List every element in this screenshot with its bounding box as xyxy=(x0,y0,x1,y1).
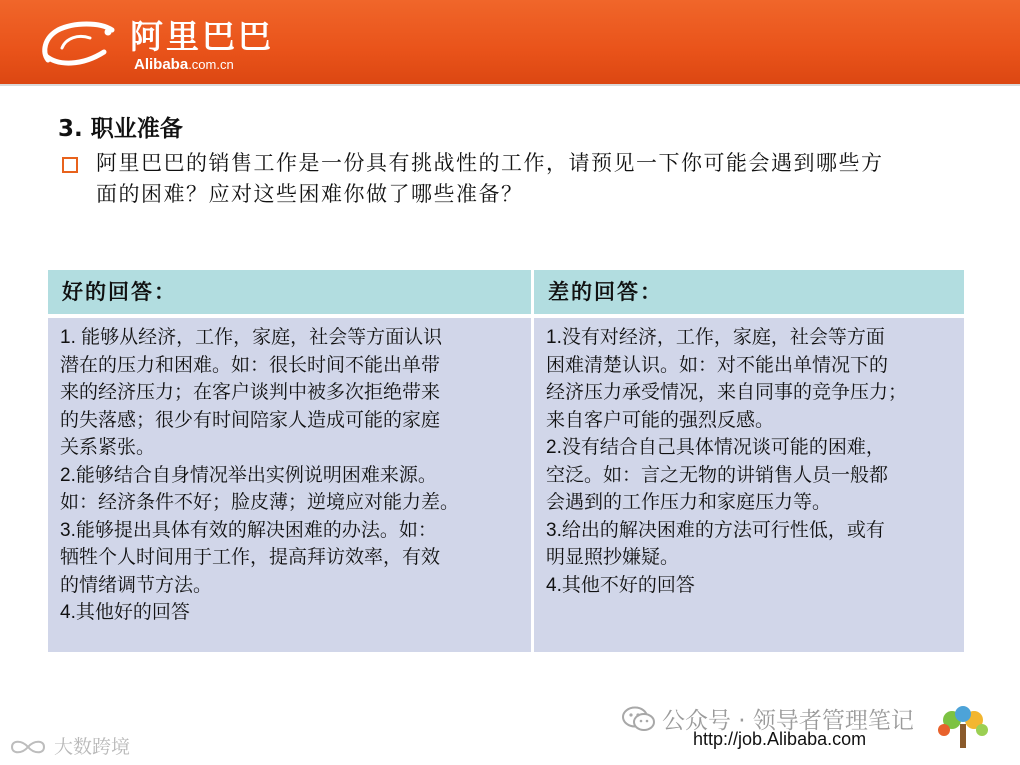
bad-answer-lines xyxy=(534,318,964,599)
alibaba-smile-icon xyxy=(38,16,122,72)
bad-answer-line: 经济压力承受情况，来自同事的竞争压力； xyxy=(546,382,908,403)
square-bullet-icon xyxy=(62,157,78,173)
tree-logo-icon xyxy=(932,706,994,762)
wechat-account-text: 公众号 · 领导者管理笔记 xyxy=(662,708,914,734)
bad-answer-line: 4.其他不好的回答 xyxy=(546,574,695,596)
bad-answer-line: 3.给出的解决困难的方法可行性低，或有 xyxy=(546,519,885,541)
logo-english-text xyxy=(134,56,234,74)
good-answer-line: 的情绪调节方法。 xyxy=(60,574,213,596)
good-answer-line: 潜在的压力和困难。如：很长时间不能出单带 xyxy=(60,354,441,376)
good-answer-line: 关系紧张。 xyxy=(60,437,156,458)
section-title: 3. 职业准备 xyxy=(58,116,183,142)
header-divider xyxy=(0,84,1020,86)
header-bar xyxy=(0,0,1020,84)
infinity-logo-icon xyxy=(8,738,48,756)
question-text xyxy=(96,148,996,210)
bad-answer-line: 空泛。如：言之无物的讲销售人员一般都 xyxy=(546,464,889,486)
answer-table xyxy=(48,270,964,652)
logo-english-main: Alibaba xyxy=(134,56,189,73)
bad-answer-header xyxy=(534,270,964,314)
bad-answer-line: 1.没有对经济，工作，家庭，社会等方面 xyxy=(546,327,885,348)
question-line-1: 阿里巴巴的销售工作是一份具有挑战性的工作，请预见一下你可能会遇到哪些方 xyxy=(96,151,884,175)
good-answer-line: 如：经济条件不好；脸皮薄；逆境应对能力差。 xyxy=(60,492,460,513)
good-answer-line: 2.能够结合自身情况举出实例说明困难来源。 xyxy=(60,464,437,486)
bottom-left-watermark xyxy=(8,736,130,758)
logo-english-suffix: .com.cn xyxy=(188,57,234,72)
good-answer-line: 来的经济压力；在客户谈判中被多次拒绝带来 xyxy=(60,382,441,403)
watermark-text: 大数跨境 xyxy=(54,736,131,758)
bad-answer-line: 困难清楚认识。如：对不能出单情况下的 xyxy=(546,354,889,376)
good-answer-line: 4.其他好的回答 xyxy=(60,602,190,623)
alibaba-logo xyxy=(38,14,298,74)
good-answer-line: 的失落感；很少有时间陪家人造成可能的家庭 xyxy=(60,409,441,431)
bad-answer-header-text: 差的回答： xyxy=(548,279,663,304)
good-answer-lines xyxy=(48,318,531,627)
good-answer-line: 牺牲个人时间用于工作，提高拜访效率，有效 xyxy=(60,547,441,568)
bad-answer-line: 来自客户可能的强烈反感。 xyxy=(546,409,775,431)
question-line-2: 面的困难？应对这些困难你做了哪些准备？ xyxy=(96,182,524,206)
good-answer-header xyxy=(48,270,531,314)
good-answer-line: 1. 能够从经济，工作，家庭，社会等方面认识 xyxy=(60,327,443,348)
footer-url[interactable]: http://job.Alibaba.com xyxy=(693,729,867,749)
bad-answer-line: 2.没有结合自己具体情况谈可能的困难， xyxy=(546,437,885,458)
good-answer-header-text: 好的回答： xyxy=(62,279,177,304)
wechat-icon xyxy=(622,706,656,732)
logo-chinese-text: 阿里巴巴 xyxy=(130,17,274,56)
bad-answer-line: 会遇到的工作压力和家庭压力等。 xyxy=(546,492,832,513)
good-answer-line: 3.能够提出具体有效的解决困难的办法。如： xyxy=(60,519,437,541)
bad-answer-line: 明显照抄嫌疑。 xyxy=(546,547,680,568)
good-answer-cell xyxy=(48,318,531,652)
bad-answer-cell xyxy=(534,318,964,652)
